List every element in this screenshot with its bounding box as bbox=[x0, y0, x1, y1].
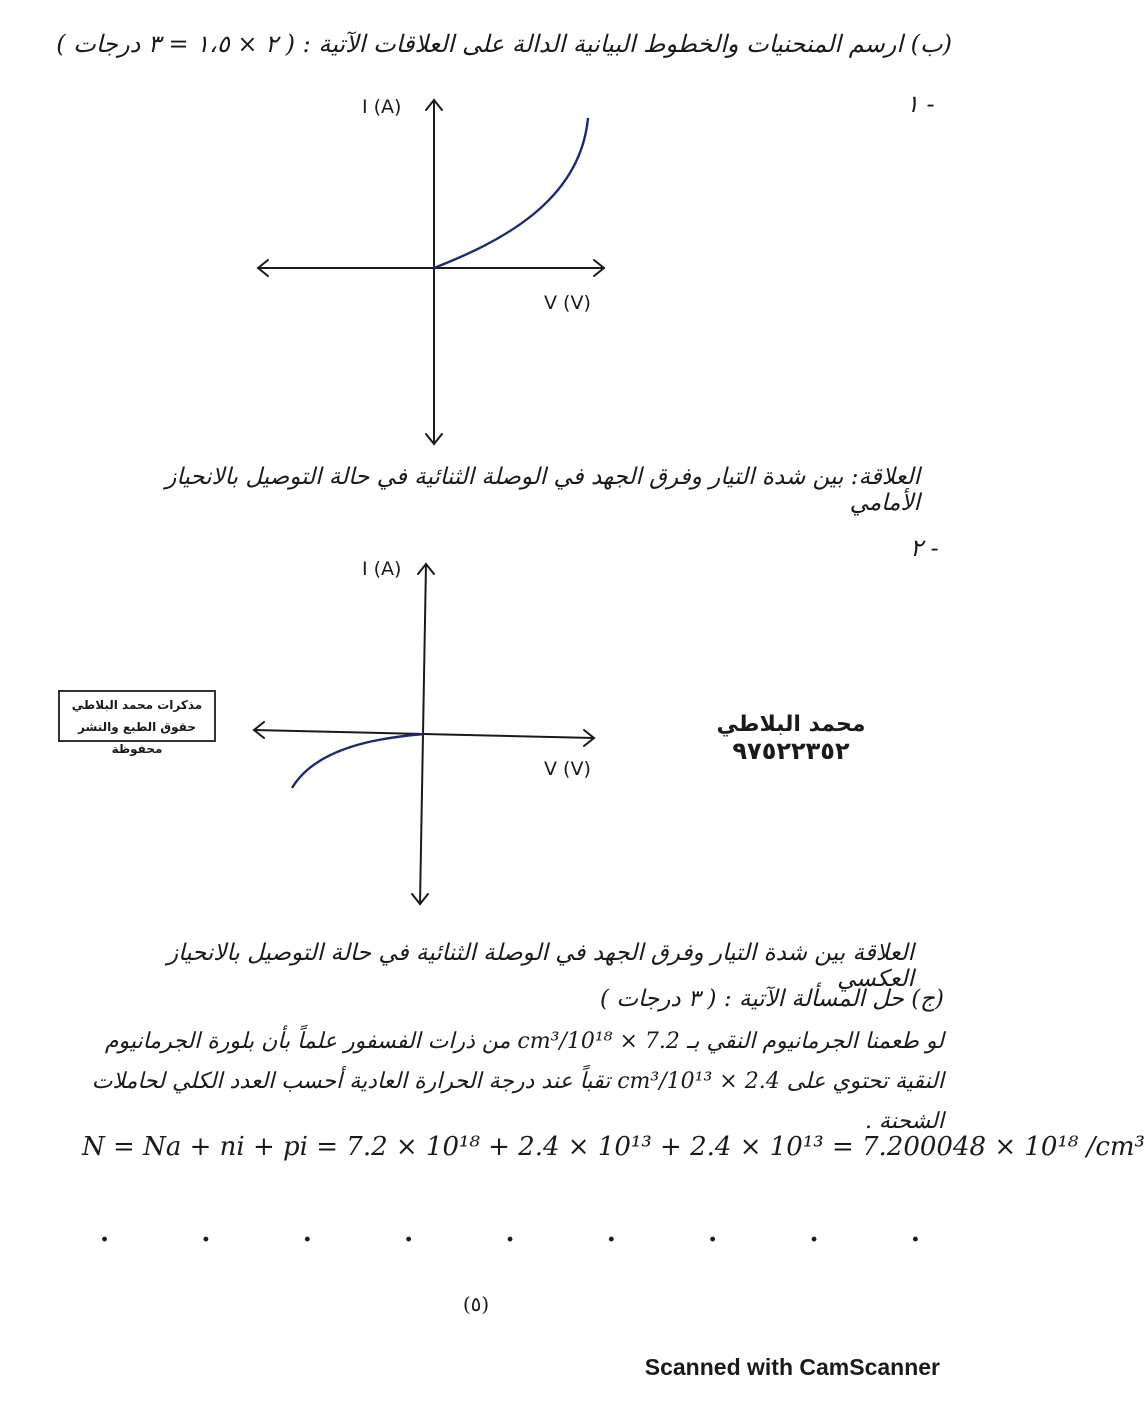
page-number: (٥) bbox=[462, 1292, 490, 1316]
graph1-forward-curve bbox=[434, 118, 588, 268]
dot: . bbox=[606, 1218, 616, 1248]
problem-line-3: الشحنة . bbox=[864, 1109, 944, 1134]
stamp-line2: حقوق الطبع والنشر محفوظة bbox=[78, 720, 196, 756]
problem-line-1: لو طعمنا الجرمانيوم النقي بـ 7.2 × 10¹⁸/cm³ من ذرات الفسفور علماً بأن بلورة الجرمانيوم bbox=[104, 1029, 944, 1054]
camscanner-footer: Scanned with CamScanner bbox=[644, 1354, 940, 1380]
dot: . bbox=[404, 1218, 414, 1248]
solution-formula: N = Na + ni + pi = 7.2 × 10¹⁸ + 2.4 × 10¹³ + 2.4 × 10¹³ = 7.200048 × 10¹⁸ /cm³ bbox=[82, 1132, 1145, 1162]
copyright-stamp bbox=[58, 690, 216, 756]
author-name: محمد البلاطي bbox=[716, 712, 866, 737]
graph2-x-label: V (V) bbox=[544, 758, 591, 780]
author-signature bbox=[716, 712, 866, 765]
dot: . bbox=[708, 1218, 718, 1248]
dot: . bbox=[809, 1218, 819, 1248]
graph1-caption: العلاقة: بين شدة التيار وفرق الجهد في الوصلة الثنائية في حالة التوصيل بالانحياز الأمامي bbox=[165, 464, 920, 516]
graph2-reverse-bias bbox=[246, 556, 606, 912]
graph2-number: ٢ - bbox=[910, 534, 939, 562]
dotted-answer-line bbox=[100, 1218, 920, 1248]
author-phone: ٩٧٥٢٢٣٥٢ bbox=[732, 737, 850, 765]
problem-line-2: النقية تحتوي على 2.4 × 10¹³/cm³ تقباً عند درجة الحرارة العادية أحسب العدد الكلي لحاملات bbox=[91, 1069, 944, 1094]
graph1-forward-bias bbox=[250, 92, 620, 452]
dot: . bbox=[505, 1218, 515, 1248]
graph1-x-label: V (V) bbox=[544, 292, 591, 314]
dot: . bbox=[910, 1218, 920, 1248]
graph1-number: ١ - bbox=[906, 90, 935, 118]
graph2-y-label: I (A) bbox=[362, 558, 402, 580]
graph2-caption: العلاقة بين شدة التيار وفرق الجهد في الوصلة الثنائية في حالة التوصيل بالانحياز العكسي bbox=[166, 940, 914, 992]
section-c-heading: (ج) حل المسألة الآتية : ( ٣ درجات ) bbox=[600, 986, 944, 1012]
graph1-y-label: I (A) bbox=[362, 96, 402, 118]
dot: . bbox=[100, 1218, 110, 1248]
problem-statement bbox=[44, 1022, 944, 1142]
stamp-line1: مذكرات محمد البلاطي bbox=[71, 698, 203, 712]
dot: . bbox=[302, 1218, 312, 1248]
dot: . bbox=[201, 1218, 211, 1248]
graph2-reverse-curve bbox=[292, 734, 424, 788]
section-b-heading: (ب) ارسم المنحنيات والخطوط البيانية الدالة على العلاقات الآتية : ( ٢ × ١،٥ = ٣ درجات ) bbox=[56, 30, 952, 58]
